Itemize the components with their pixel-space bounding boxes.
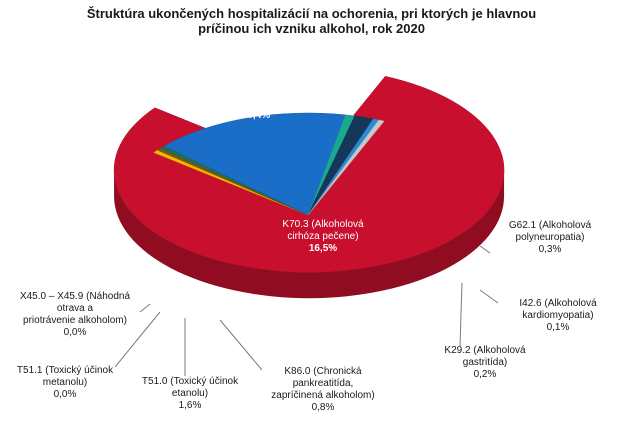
label-line: metanolu) xyxy=(42,377,88,388)
label-line: polyneuropatia) xyxy=(515,232,585,243)
label-line: K29.2 (Alkoholová xyxy=(444,345,526,356)
chart-title-line2: príčinou ich vzniku alkohol, rok 2020 xyxy=(198,21,425,36)
label-g62 xyxy=(490,220,610,256)
label-value: 0,2% xyxy=(473,369,497,380)
label-k70 xyxy=(263,219,383,255)
label-k86 xyxy=(248,366,398,414)
label-line: užívaním alkoholu) xyxy=(214,98,298,109)
label-i42 xyxy=(498,298,618,334)
label-line: gastritída) xyxy=(462,357,508,368)
label-line: pankreatitída, xyxy=(292,378,354,389)
label-k29 xyxy=(430,345,540,381)
label-value: 0,0% xyxy=(53,389,77,400)
label-line: správania, zapríčinená xyxy=(205,86,307,97)
label-line: etanolu) xyxy=(171,388,209,399)
label-line: K86.0 (Chronická xyxy=(284,366,362,377)
label-line: X45.0 – X45.9 (Náhodná otrava a xyxy=(19,291,131,314)
label-line: I42.6 (Alkoholová xyxy=(519,298,597,309)
label-t511 xyxy=(10,365,120,401)
leader-line-1 xyxy=(480,290,498,303)
leader-line-2 xyxy=(460,283,462,346)
label-value: 0,3% xyxy=(538,244,562,255)
label-t510 xyxy=(135,376,245,412)
label-line: K70.3 (Alkoholová xyxy=(282,219,364,230)
chart-title-line1: Štruktúra ukončených hospitalizácií na ochorenia, pri ktorých je hlavnou xyxy=(86,6,537,21)
label-line: cirhóza pečene) xyxy=(287,231,359,242)
label-value: 0,1% xyxy=(546,322,570,333)
label-line: T51.1 (Toxický účinok xyxy=(16,365,114,376)
label-line: (Porucha psychiky a xyxy=(210,74,302,85)
label-line: kardiomyopatia) xyxy=(522,310,594,321)
label-line: zapríčinená alkoholom) xyxy=(271,390,375,401)
label-value: 0,0% xyxy=(63,327,87,338)
label-line: priotrávenie alkoholom) xyxy=(23,315,127,326)
label-value: 1,6% xyxy=(178,400,202,411)
label-x45 xyxy=(5,291,145,339)
label-value: 16,5% xyxy=(308,243,338,254)
leader-line-0 xyxy=(480,246,490,253)
leader-line-3 xyxy=(220,320,262,370)
label-line: G62.1 (Alkoholová xyxy=(508,220,592,231)
label-value: 0,8% xyxy=(311,402,335,413)
label-line: F10.0 – F10.9 xyxy=(224,62,288,73)
label-f10 xyxy=(186,62,326,122)
label-line: T51.0 (Toxický účinok xyxy=(141,376,239,387)
label-value: 80,4% xyxy=(241,110,271,121)
